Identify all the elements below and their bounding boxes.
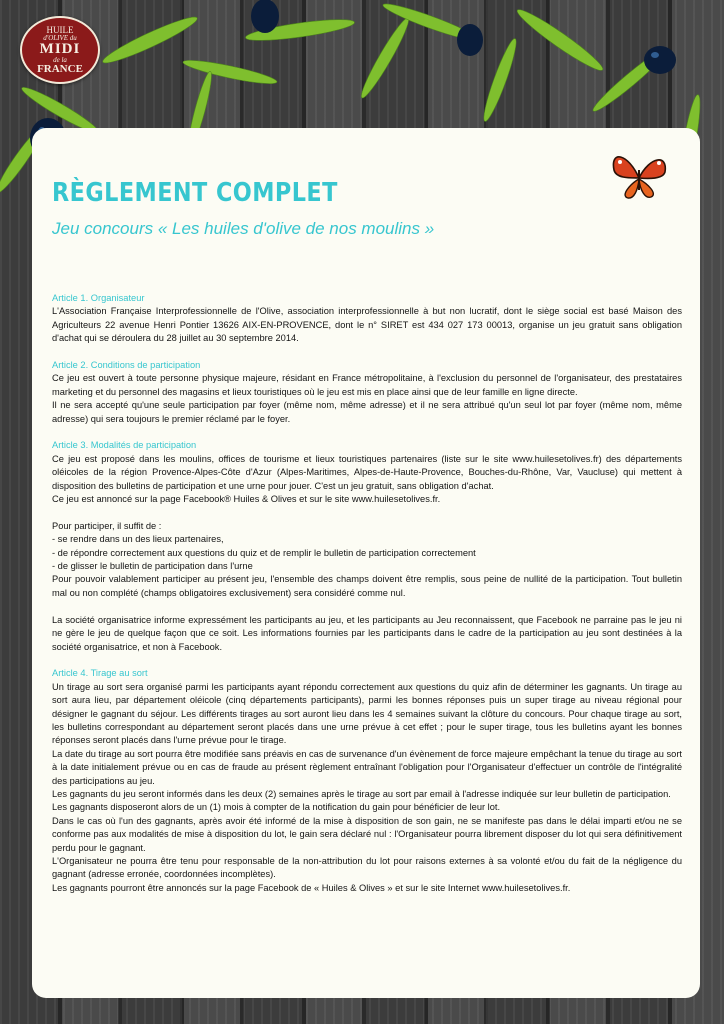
article-paragraph: L'Organisateur ne pourra être tenu pour responsable de la non-attribution du lot pour raisons externes à sa volonté et/ou du fait de la négligence du gagnant (adresse erronée, coordonnées incomplètes). [52, 855, 682, 880]
article-paragraph: La date du tirage au sort pourra être modifiée sans préavis en cas de survenance d'un évènement de force majeure empêchant la tenue du tirage au sort à la date initialement prévue ou en cas de fraude au présent règlement entraînant l'obligation pour l'Organisateur d'effectuer un contrôle de l'intégralité des participations au jeu. [52, 748, 682, 786]
article-1 [52, 292, 682, 346]
logo-line-3: MIDI [39, 40, 81, 57]
article-paragraph: Ce jeu est annoncé sur la page Facebook® Huiles & Olives et sur le site www.huilesetolives.fr. [52, 494, 441, 505]
article-paragraph: Un tirage au sort sera organisé parmi les participants ayant répondu correctement aux questions du quiz afin de déterminer les gagnants. Un tirage au sort aura lieu, par département oléicole (cinq départements participants), parmi les bonnes réponses puis un super tirage au niveau régional pour désigner le gagnant du séjour. Les différents tirages au sort auront lieu dans les 4 semaines suivant la clôture du concours. Pour chaque tirage au sort, les bulletins correspondant au département seront placés dans une urne prévue à cet effet ; pour le super tirage, tous les bulletins ayant les bonnes réponses seront placés dans l'urne prévue pour le tirage. [52, 681, 682, 746]
article-paragraph: Pour participer, il suffit de : [52, 520, 162, 531]
article-paragraph: Dans le cas où l'un des gagnants, après avoir été informé de la mise à disposition de son gain, ne se manifeste pas dans le délai imparti et/ou ne se conforme pas aux modalités de mise à disposition du lot, le gain sera déclaré nul : l'Organisateur pourra librement disposer du lot qui sera définitivement perdu pour le gagnant. [52, 815, 682, 853]
page-title: RÈGLEMENT COMPLET [52, 178, 338, 208]
butterfly-icon [608, 148, 670, 202]
article-heading: Article 1. Organisateur [52, 293, 145, 303]
rules-document-panel [32, 128, 700, 998]
article-2 [52, 359, 682, 426]
article-paragraph: Les gagnants du jeu seront informés dans les deux (2) semaines après le tirage au sort par email à l'adresse indiquée sur leur bulletin de participation. [52, 788, 671, 799]
article-paragraph: Ce jeu est ouvert à toute personne physique majeure, résidant en France métropolitaine, à l'exclusion du personnel de l'organisateur, des prestataires marketing et du personnel des magasins et lieux touristiques où le jeu est mis en place ainsi que de leur famille en ligne directe. [52, 373, 682, 397]
logo-line-2: d'OLIVE du [43, 33, 77, 42]
article-paragraph: L'Association Française Interprofessionnelle de l'Olive, association interprofessionnelle à but non lucratif, dont le siège social est basé Maison des Agriculteurs 22 avenue Henri Pontier 13626 AIX-EN-PROVENCE, dont le n° SIRET est 434 027 173 00013, organise un jeu gratuit sans obligation d'achat qui se déroulera du 28 juillet au 30 septembre 2014. [52, 306, 682, 344]
brand-logo [20, 16, 100, 84]
logo-line-4: de la [53, 55, 67, 64]
article-heading: Article 3. Modalités de participation [52, 440, 197, 451]
list-item: - de répondre correctement aux questions du quiz et de remplir le bulletin de participation correctement [52, 547, 476, 558]
article-paragraph: La société organisatrice informe expressément les participants au jeu, et les participants au Jeu reconnaissent, que Facebook ne parraine pas le jeu ni ne gère le jeu de quelque façon que ce soit. Les informations fournies par les participants dans le cadre de la participation au jeu sont destinées à la société organisatrice, et non à Facebook. [52, 614, 682, 652]
article-heading: Article 4. Tirage au sort [52, 668, 148, 679]
article-paragraph: Il ne sera accepté qu'une seule participation par foyer (même nom, même adresse) et il ne sera attribué qu'un seul lot par foyer (même nom, même adresse) qui sera toujours le premier réclamé par le foyer. [52, 400, 682, 424]
logo-line-1: HUILE [46, 24, 74, 35]
article-4 [52, 667, 682, 895]
participation-steps-list [52, 533, 682, 573]
article-heading: Article 2. Conditions de participation [52, 360, 201, 371]
article-paragraph: Les gagnants pourront être annoncés sur la page Facebook de « Huiles & Olives » et sur le site Internet www.huilesetolives.fr. [52, 882, 571, 893]
list-item: - se rendre dans un des lieux partenaires, [52, 534, 224, 545]
logo-line-5: FRANCE [37, 62, 83, 75]
list-item: - de glisser le bulletin de participation dans l'urne [52, 561, 253, 572]
article-3 [52, 439, 682, 653]
article-paragraph: Ce jeu est proposé dans les moulins, offices de tourisme et lieux touristiques partenaires (liste sur le site www.huilesetolives.fr) des départements oléicoles de la région Provence-Alpes-Côte d'Azur (Alpes-Maritimes, Alpes-de-Haute-Provence, Bouches-du-Rhône, Var, Vaucluse) qui mettent à disposition des bulletins de participation et une urne pour jouer. C'est un jeu gratuit, sans obligation d'achat. [52, 453, 682, 491]
article-paragraph: Les gagnants disposeront alors de un (1) mois à compter de la notification du gain pour bénéficier de leur lot. [52, 802, 501, 813]
page-subtitle: Jeu concours « Les huiles d'olive de nos moulins » [52, 219, 435, 238]
rules-content [52, 292, 682, 895]
article-paragraph: Pour pouvoir valablement participer au présent jeu, l'ensemble des champs doivent être remplis, sous peine de nullité de la participation. Tout bulletin mal ou non complété (champs obligatoires exclusivement) sera considéré comme nul. [52, 574, 682, 598]
